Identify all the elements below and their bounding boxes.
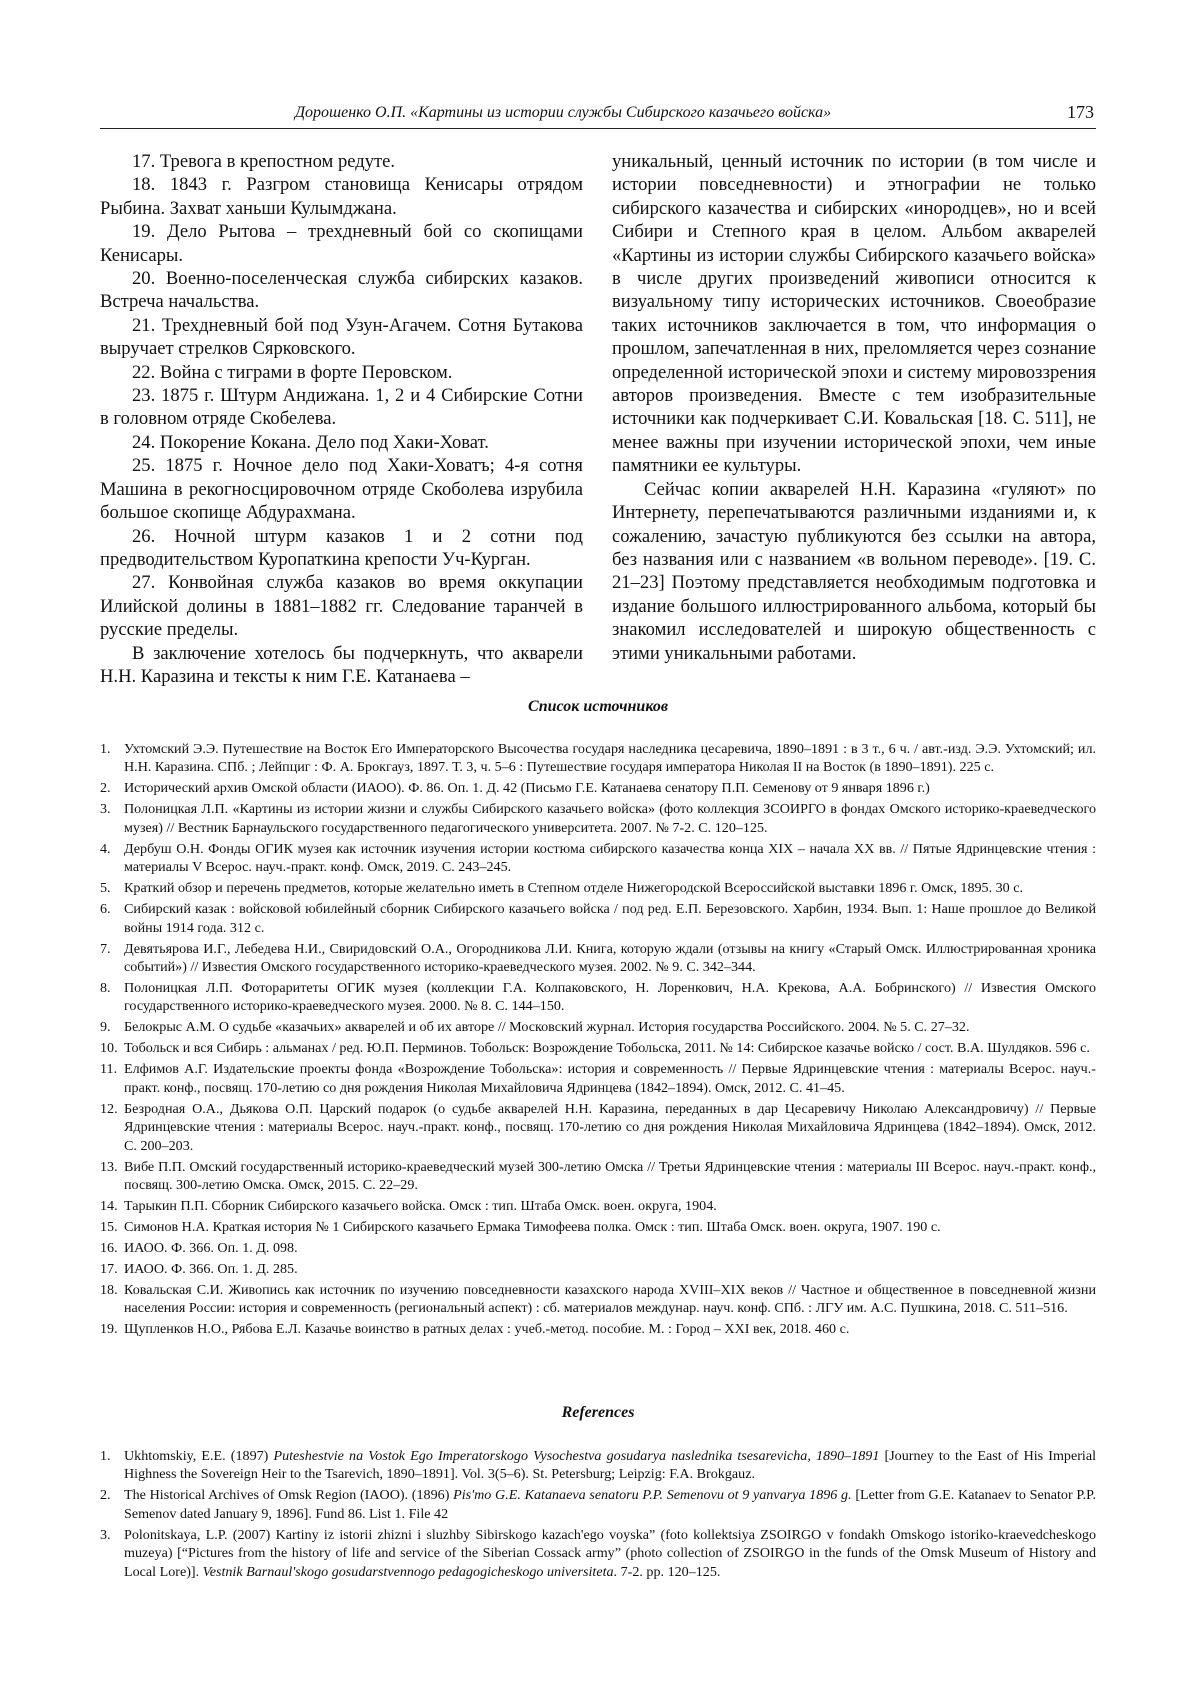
source-item: [100, 740, 1096, 777]
source-item: [100, 840, 1096, 877]
reference-number: 1.: [100, 1448, 111, 1464]
source-number: 14.: [100, 1198, 118, 1215]
source-text: Ухтомский Э.Э. Путешествие на Восток Его Императорского Высочества государя наследника цесаревича, 1890–1891 : в 3 т., 6 ч. / авт.-изд. Э.Э. Ухтомский; ил. Н.Н. Каразина. СПб. ; Лейпциг : Ф. А. Брокгауз, 1897. Т. 3, ч. 5–6 : Путешествие государя императора Николая II на Восток (в 1890–1891). 225 с.: [124, 741, 1096, 776]
paragraph: 26. Ночной штурм казаков 1 и 2 сотни под предводительством Куропаткина крепости Уч-Курган.: [100, 525, 583, 570]
source-text: Краткий обзор и перечень предметов, которые желательно иметь в Степном отделе Нижегородской Всероссийской выставки 1896 г. Омск, 1895. 30 с.: [124, 880, 1024, 897]
sources-heading: Список источников: [528, 698, 668, 715]
reference-item: [100, 1447, 1096, 1484]
source-item: [100, 1018, 1096, 1036]
source-item: [100, 900, 1096, 937]
source-text: Полоницкая Л.П. Фотораритеты ОГИК музея (коллекции Г.А. Колпаковского, Н. Лоренкович, Н.А. Крекова, А.А. Бобринского) // Известия Омского государственного историко-краеведческого музея. 2000. № 8. С. 144–150.: [124, 980, 1096, 1015]
reference-item: [100, 1526, 1096, 1581]
source-item: [100, 1039, 1096, 1057]
source-number: 18.: [100, 1282, 118, 1299]
source-number: 16.: [100, 1240, 118, 1257]
source-number: 19.: [100, 1321, 118, 1338]
source-number: 9.: [100, 1019, 111, 1036]
paragraph: 21. Трехдневный бой под Узун-Агачем. Сотня Бутакова выручает стрелков Сярковского.: [100, 314, 583, 360]
reference-text: The Historical Archives of Omsk Region (IAOO). (1896): [124, 1487, 454, 1504]
source-text: Тарыкин П.П. Сборник Сибирского казачьего войска. Омск : тип. Штаба Омск. воен. округа, 1904.: [124, 1198, 717, 1215]
source-item: [100, 1260, 1096, 1278]
right-column: [612, 150, 1096, 665]
source-text: ИАОО. Ф. 366. Оп. 1. Д. 098.: [124, 1240, 298, 1257]
left-column: [100, 150, 583, 688]
source-number: 8.: [100, 980, 111, 997]
reference-number: 2.: [100, 1487, 111, 1504]
paragraph: 25. 1875 г. Ночное дело под Хаки-Ховатъ; 4-я сотня Машина в рекогносцировочном отряде Скоболева изрубила большое скопище Абдурахмана.: [100, 455, 583, 524]
paragraph: 18. 1843 г. Разгром становища Кенисары отрядом Рыбина. Захват ханьши Кулымджана.: [100, 174, 583, 219]
source-item: [100, 800, 1096, 837]
page-number: 173: [1067, 102, 1094, 122]
source-number: 10.: [100, 1040, 118, 1057]
source-number: 15.: [100, 1219, 118, 1236]
reference-title: Pis'mo G.E. Katanaeva senatoru P.P. Semenovu ot 9 yanvarya 1896 g.: [453, 1487, 852, 1504]
paragraph: 23. 1875 г. Штурм Андижана. 1, 2 и 4 Сибирские Сотни в головном отряде Скобелева.: [100, 385, 583, 430]
source-text: Дербуш О.Н. Фонды ОГИК музея как источник изучения истории костюма сибирского казачества конца XIX – начала XX вв. // Пятые Ядринцевские чтения : материалы V Всерос. науч.-практ. конф. Омск, 2019. С. 243–245.: [124, 840, 1096, 876]
source-number: 4.: [100, 840, 111, 857]
paragraph: 17. Тревога в крепостном редуте.: [132, 151, 396, 172]
running-header: [100, 102, 1096, 129]
source-item: [100, 1158, 1096, 1195]
source-text: Безродная О.А., Дьякова О.П. Царский подарок (о судьбе акварелей Н.Н. Каразина, переданных в дар Цесаревичу Николаю Александровичу) // Первые Ядринцевские чтения : материалы Всерос. науч.-практ. конф., посвящ. 170-летию со дня рождения Николая Михайловича Ядринцева (1842–1894). Омск, 2012. С. 200–203.: [124, 1100, 1096, 1154]
source-number: 6.: [100, 901, 111, 918]
source-text: Исторический архив Омской области (ИАОО). Ф. 86. Оп. 1. Д. 42 (Письмо Г.Е. Катанаева сенатору П.П. Семенову от 9 января 1896 г.): [124, 780, 930, 797]
source-text: Симонов Н.А. Краткая история № 1 Сибирского казачьего Ермака Тимофеева полка. Омск : тип. Штаба Омск. воен. округа, 1907. 190 с.: [124, 1219, 941, 1236]
source-number: 5.: [100, 880, 111, 897]
source-item: [100, 1281, 1096, 1318]
sources-list: [100, 740, 1096, 1341]
source-text: Ковальская С.И. Живопись как источник по изучению повседневности казахского народа XVIII–XIX веков // Частное и общественное в повседневной жизни населения России: история и современность (региональный аспект) : сб. материалов междунар. науч. конф. СПб. : ЛГУ им. А.С. Пушкина, 2018. С. 511–516.: [124, 1282, 1096, 1317]
source-text: Полоницкая Л.П. «Картины из истории жизни и службы Сибирского казачьего войска» (фото коллекция ЗСОИРГО в фондах Омского историко-краеведческого музея) // Вестник Барнаульского государственного педагогического университета. 2007. № 7-2. С. 120–125.: [124, 801, 1096, 836]
reference-text: . 7-2. pp. 120–125.: [613, 1563, 721, 1580]
reference-text: [Journey to the East of His Imperial Highness the Sovereign Heir to the Tsarevich, 1890–1891]. Vol. 3(5–6). St. Petersburg; Leipzig: F.A. Brokgauz.: [124, 1448, 1097, 1483]
source-number: 1.: [100, 741, 111, 757]
source-item: [100, 1197, 1096, 1215]
references-list: [100, 1447, 1096, 1584]
source-number: 3.: [100, 801, 111, 818]
reference-text: Polonitskaya, L.P. (2007) Kartiny iz istorii zhizni i sluzhby Sibirskogo kazach'ego voyska” (foto kollektsiya ZSOIRGO v fondakh Omskogo istoriko-kraevedcheskogo muzeya) [“Pictures from the history of life and service of the Siberian Cossack army” (photo collection of ZSOIRGO in the funds of the Omsk Museum of History and Local Lore)].: [124, 1526, 1096, 1580]
paragraph: 27. Конвойная служба казаков во время оккупации Илийской долины в 1881–1882 гг. Следование таранчей в русские пределы.: [100, 572, 583, 641]
source-number: 12.: [100, 1100, 118, 1117]
reference-item: [100, 1486, 1096, 1523]
source-item: [100, 1100, 1096, 1155]
source-item: [100, 979, 1096, 1016]
source-item: [100, 1239, 1096, 1257]
source-number: 11.: [100, 1061, 118, 1078]
source-item: [100, 879, 1096, 897]
source-number: 2.: [100, 780, 111, 797]
reference-text: Ukhtomskiy, E.E. (1897): [124, 1448, 274, 1464]
source-text: Вибе П.П. Омский государственный историко-краеведческий музей 300-летию Омска // Третьи Ядринцевские чтения : материалы III Всерос. науч.-практ. конф., посвящ. 300-летию Омска. Омск, 2015. С. 22–29.: [124, 1158, 1096, 1194]
paragraph: уникальный, ценный источник по истории (в том числе и истории повседневности) и этнографии не только сибирского казачества и сибирских «инородцев», но и всей Сибири и Степного края в целом. Альбом акварелей «Картины из истории службы Сибирского казачьего войска» в числе других произведений живописи относится к визуальному типу исторических источников. Своеобразие таких источников заключается в том, что информация о прошлом, запечатленная в них, преломляется через сознание определенной исторической эпохи и систему мировоззрения авторов произведения. Вместе с тем изобразительные источники как подчеркивает С.И. Ковальская [18. С. 511], не менее важны при изучении исторической эпохи, чем иные памятники ее культуры.: [612, 151, 1096, 477]
source-text: Белокрыс А.М. О судьбе «казачьих» акварелей и об их авторе // Московский журнал. История государства Российского. 2004. № 5. С. 27–32.: [124, 1019, 970, 1036]
source-item: [100, 779, 1096, 797]
source-text: Девятьярова И.Г., Лебедева Н.И., Свиридовский О.А., Огородникова Л.И. Книга, которую ждали (отзывы на книгу «Старый Омск. Иллюстрированная хроника событий») // Известия Омского государственного историко-краеведческого музея. 2002. № 9. С. 342–344.: [124, 940, 1096, 976]
paragraph: 19. Дело Рытова – трехдневный бой со скопищами Кенисары.: [100, 221, 583, 266]
references-heading: References: [561, 1404, 635, 1421]
paragraph: 20. Военно-поселенческая служба сибирских казаков. Встреча начальства.: [100, 268, 583, 313]
source-item: [100, 1218, 1096, 1236]
paragraph: В заключение хотелось бы подчеркнуть, что акварели Н.Н. Каразина и тексты к ним Г.Е. Катанаева –: [100, 642, 583, 687]
reference-title: Puteshestvie na Vostok Ego Imperatorskogo Vysochestva gosudarya naslednika tsesarevicha, 1890–1891: [273, 1448, 880, 1464]
paragraph: 24. Покорение Кокана. Дело под Хаки-Ховат.: [132, 431, 489, 453]
paragraph: 22. Война с тиграми в форте Перовском.: [132, 361, 453, 383]
source-number: 7.: [100, 940, 111, 957]
source-text: Щупленков Н.О., Рябова Е.Л. Казачье воинство в ратных делах : учеб.-метод. пособие. М. : Город – XXI век, 2018. 460 с.: [124, 1321, 850, 1338]
running-title: Дорошенко О.П. «Картины из истории службы Сибирского казачьего войска»: [294, 104, 832, 121]
reference-title: Vestnik Barnaul'skogo gosudarstvennogo pedagogicheskogo universiteta: [202, 1563, 614, 1580]
source-number: 17.: [100, 1261, 118, 1278]
source-text: Елфимов А.Г. Издательские проекты фонда «Возрождение Тобольска»: история и современность // Первые Ядринцевские чтения : материалы Всерос. науч.-практ. конф., посвящ. 170-летию со дня рождения Николая Михайловича Ядринцева (1842–1894). Омск, 2012. С. 41–45.: [124, 1061, 1096, 1096]
source-text: Сибирский казак : войсковой юбилейный сборник Сибирского казачьего войска / под ред. Е.П. Березовского. Харбин, 1934. Вып. 1: Наше прошлое до Великой войны 1914 года. 312 с.: [124, 901, 1096, 936]
source-item: [100, 940, 1096, 977]
reference-text: [Letter from G.E. Katanaev to Senator P.P. Semenov dated January 9, 1896]. Fund 86. List 1. File 42: [124, 1487, 1096, 1522]
source-number: 13.: [100, 1158, 118, 1175]
source-item: [100, 1320, 1096, 1338]
paragraph: Сейчас копии акварелей Н.Н. Каразина «гуляют» по Интернету, перепечатываются различными изданиями и, к сожалению, зачастую публикуются без ссылки на автора, без названия или с названием «в вольном переводе». [19. С. 21–23] Поэтому представляется необходимым подготовка и издание большого иллюстрированного альбома, который бы знакомил исследователей и широкую общественность с этими уникальными работами.: [612, 478, 1096, 664]
source-text: ИАОО. Ф. 366. Оп. 1. Д. 285.: [124, 1261, 298, 1278]
source-item: [100, 1060, 1096, 1097]
reference-number: 3.: [100, 1526, 111, 1543]
source-text: Тобольск и вся Сибирь : альманах / ред. Ю.П. Перминов. Тобольск: Возрождение Тобольска, 2011. № 14: Сибирское казачье войско / сост. В.А. Шулдяков. 596 с.: [124, 1040, 1090, 1057]
